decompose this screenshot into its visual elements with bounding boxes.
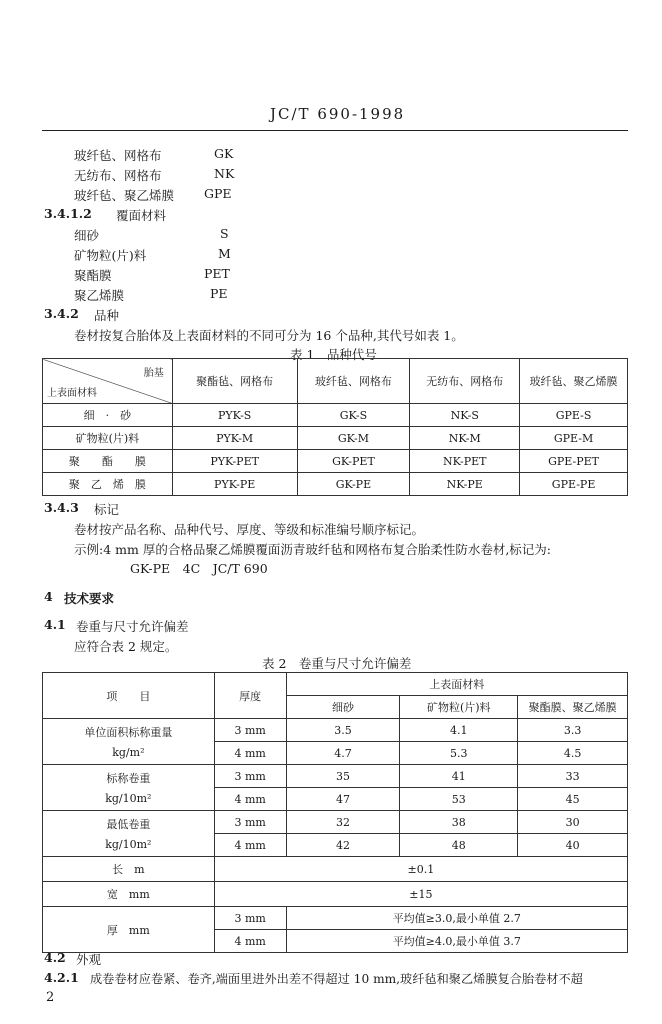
table-row xyxy=(43,450,628,473)
list-item-name: 无纺布、网格布 xyxy=(74,168,162,183)
row-label-line1: 最低卷重 xyxy=(106,818,151,831)
table-row xyxy=(43,907,628,930)
row-label: 矿物粒(片)料 xyxy=(43,427,173,450)
header-rule xyxy=(42,130,628,131)
table-cell: NK-PE xyxy=(410,473,520,496)
table-cell: PYK-S xyxy=(172,404,297,427)
section-number: 4.1 xyxy=(44,617,66,632)
row-label: 聚 乙 烯 膜 xyxy=(43,473,173,496)
table-row xyxy=(43,427,628,450)
list-item-code: NK xyxy=(214,166,235,181)
table-cell: 45 xyxy=(518,788,628,811)
row-label: 细 · 砂 xyxy=(43,404,173,427)
table-cell: 平均值≥4.0,最小单值 3.7 xyxy=(286,930,627,953)
table-cell: GPE-PE xyxy=(520,473,628,496)
table-cell: GK-PET xyxy=(297,450,410,473)
table-cell: PYK-PE xyxy=(172,473,297,496)
section-number: 3.4.1.2 xyxy=(44,206,92,221)
table-row xyxy=(43,811,628,834)
table-cell: GPE-S xyxy=(520,404,628,427)
thickness-cell: 4 mm xyxy=(214,742,286,765)
row-label-unit: kg/10m² xyxy=(105,792,152,805)
corner-header-bottom: 上表面材料 xyxy=(47,388,97,399)
row-label-line1: 标称卷重 xyxy=(106,772,151,785)
list-item-code: GPE xyxy=(204,186,232,201)
list-item-name: 玻纤毡、网格布 xyxy=(74,148,162,163)
table-row xyxy=(43,765,628,788)
table-cell: ±15 xyxy=(214,882,627,907)
row-label: 长 m xyxy=(43,857,215,882)
table-caption: 表 1 品种代号 xyxy=(290,347,377,362)
section-number: 4.2.1 xyxy=(44,970,79,985)
paragraph: 卷材按产品名称、品种代号、厚度、等级和标准编号顺序标记。 xyxy=(74,522,425,537)
list-item-name: 玻纤毡、聚乙烯膜 xyxy=(74,188,175,203)
table-cell: 3.5 xyxy=(286,719,400,742)
row-label-line1: 单位面积标称重量 xyxy=(84,726,173,739)
section-title: 外观 xyxy=(76,952,102,967)
section-number: 4 xyxy=(44,589,53,604)
row-label: 厚 mm xyxy=(43,907,215,953)
table-caption: 表 2 卷重与尺寸允许偏差 xyxy=(262,656,412,671)
table-cell: 35 xyxy=(286,765,400,788)
paragraph: 成卷卷材应卷紧、卷齐,端面里进外出差不得超过 10 mm,玻纤毡和聚乙烯膜复合胎卷材不超 xyxy=(90,972,583,986)
column-header: 玻纤毡、网格布 xyxy=(297,359,410,404)
table-cell: 41 xyxy=(400,765,518,788)
column-header: 无纺布、网格布 xyxy=(410,359,520,404)
thickness-cell: 3 mm xyxy=(214,765,286,788)
table-cell: 3.3 xyxy=(518,719,628,742)
column-header: 细砂 xyxy=(286,696,400,719)
list-item-name: 聚酯膜 xyxy=(74,268,112,283)
table-cell: 40 xyxy=(518,834,628,857)
section-title: 覆面材料 xyxy=(116,208,167,223)
table-cell: 38 xyxy=(400,811,518,834)
table-cell: 42 xyxy=(286,834,400,857)
table-cell: GK-PE xyxy=(297,473,410,496)
header-thickness: 厚度 xyxy=(214,673,286,719)
column-header: 矿物粒(片)料 xyxy=(400,696,518,719)
row-group-label xyxy=(43,719,215,765)
table-cell: GPE-M xyxy=(520,427,628,450)
table-cell: 平均值≥3.0,最小单值 2.7 xyxy=(286,907,627,930)
list-item-code: PET xyxy=(204,266,230,281)
marking-example: GK-PE 4C JC/T 690 xyxy=(130,561,268,576)
table-cell: ±0.1 xyxy=(214,857,627,882)
section-title: 技术要求 xyxy=(64,591,115,606)
table-cell: 4.1 xyxy=(400,719,518,742)
table-cell: NK-M xyxy=(410,427,520,450)
row-group-label xyxy=(43,811,215,857)
table-cell: GK-S xyxy=(297,404,410,427)
paragraph: 卷材按复合胎体及上表面材料的不同可分为 16 个品种,其代号如表 1。 xyxy=(74,328,464,343)
paragraph: 应符合表 2 规定。 xyxy=(74,639,178,654)
thickness-cell: 3 mm xyxy=(214,719,286,742)
table-row xyxy=(43,857,628,882)
table-row xyxy=(43,473,628,496)
header-item: 项 目 xyxy=(43,673,215,719)
column-header: 玻纤毡、聚乙烯膜 xyxy=(520,359,628,404)
table-cell: NK-S xyxy=(410,404,520,427)
table-cell: 32 xyxy=(286,811,400,834)
list-item-code: PE xyxy=(210,286,228,301)
row-label-unit: kg/10m² xyxy=(105,838,152,851)
row-label-unit: kg/m² xyxy=(112,746,145,759)
row-group-label xyxy=(43,765,215,811)
table-cell: NK-PET xyxy=(410,450,520,473)
table-cell: 5.3 xyxy=(400,742,518,765)
column-header: 聚酯膜、聚乙烯膜 xyxy=(518,696,628,719)
table-row xyxy=(43,404,628,427)
section-title: 卷重与尺寸允许偏差 xyxy=(76,619,189,634)
standard-code-header: JC/T 690-1998 xyxy=(270,105,406,123)
example-text: 示例:4 mm 厚的合格品聚乙烯膜覆面沥青玻纤毡和网格布复合胎柔性防水卷材,标记为: xyxy=(74,542,552,557)
list-item-name: 矿物粒(片)料 xyxy=(74,248,147,263)
table-cell: 47 xyxy=(286,788,400,811)
thickness-cell: 4 mm xyxy=(214,834,286,857)
table-cell: 4.5 xyxy=(518,742,628,765)
table-row xyxy=(43,882,628,907)
table-cell: PYK-PET xyxy=(172,450,297,473)
table-cell: 4.7 xyxy=(286,742,400,765)
table-row xyxy=(43,719,628,742)
table-cell: 30 xyxy=(518,811,628,834)
thickness-cell: 3 mm xyxy=(214,907,286,930)
table-cell: PYK-M xyxy=(172,427,297,450)
table-cell: GPE-PET xyxy=(520,450,628,473)
thickness-cell: 4 mm xyxy=(214,788,286,811)
corner-header-top: 胎基 xyxy=(143,368,164,379)
table-cell: GK-M xyxy=(297,427,410,450)
section-number: 3.4.2 xyxy=(44,306,79,321)
list-item-code: S xyxy=(220,226,229,241)
table-cell: 33 xyxy=(518,765,628,788)
list-item-code: M xyxy=(218,246,231,261)
section-number: 4.2 xyxy=(44,950,66,965)
varieties-code-table xyxy=(42,358,628,496)
list-item-code: GK xyxy=(214,146,234,161)
table-cell: 48 xyxy=(400,834,518,857)
row-label: 宽 mm xyxy=(43,882,215,907)
row-label: 聚 酯 膜 xyxy=(43,450,173,473)
section-title: 标记 xyxy=(94,502,120,517)
thickness-cell: 4 mm xyxy=(214,930,286,953)
header-surface-material: 上表面材料 xyxy=(286,673,627,696)
table-corner-cell xyxy=(43,359,173,404)
section-title: 品种 xyxy=(94,308,120,323)
page-number: 2 xyxy=(46,990,55,1005)
list-item-name: 聚乙烯膜 xyxy=(74,288,125,303)
table-cell: 53 xyxy=(400,788,518,811)
column-header: 聚酯毡、网格布 xyxy=(172,359,297,404)
thickness-cell: 3 mm xyxy=(214,811,286,834)
section-number: 3.4.3 xyxy=(44,500,79,515)
roll-weight-tolerance-table xyxy=(42,672,628,953)
list-item-name: 细砂 xyxy=(74,228,100,243)
